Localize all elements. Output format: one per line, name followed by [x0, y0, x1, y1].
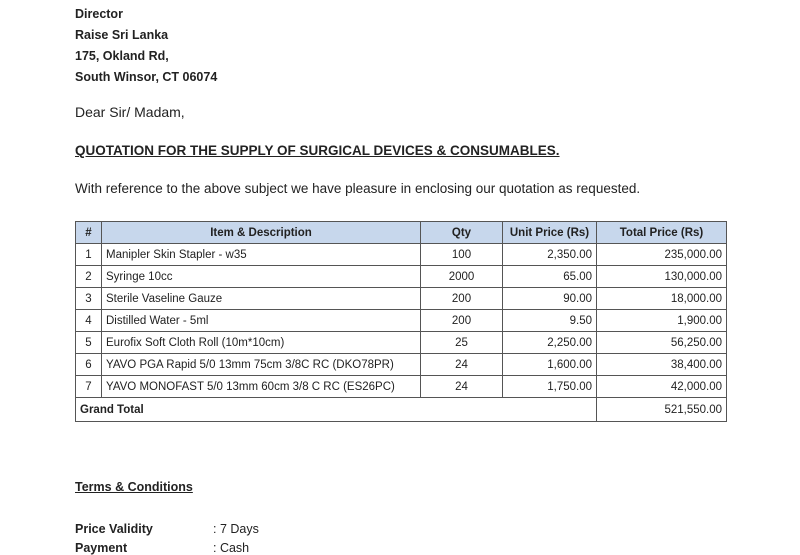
term-value: : Cash: [213, 541, 250, 555]
row-item: Manipler Skin Stapler - w35: [102, 244, 421, 266]
row-unit-price: 9.50: [503, 310, 597, 332]
recipient-address: [75, 4, 217, 88]
row-unit-price: 2,250.00: [503, 332, 597, 354]
recipient-city: South Winsor, CT 06074: [75, 70, 218, 84]
row-unit-price: 65.00: [503, 266, 597, 288]
term-value: : 7 Days: [213, 522, 259, 536]
row-item: YAVO PGA Rapid 5/0 13mm 75cm 3/8C RC (DKO78PR): [102, 354, 421, 376]
row-number: 4: [76, 310, 102, 332]
row-item: Syringe 10cc: [102, 266, 421, 288]
table-row: [76, 376, 727, 398]
row-qty: 200: [421, 288, 503, 310]
term-label: Payment: [75, 541, 128, 555]
row-unit-price: 2,350.00: [503, 244, 597, 266]
header-unit-price: Unit Price (Rs): [503, 222, 597, 244]
row-unit-price: 1,600.00: [503, 354, 597, 376]
terms-heading: Terms & Conditions: [75, 480, 193, 494]
grand-total-label: Grand Total: [76, 398, 597, 422]
header-item-description: Item & Description: [102, 222, 421, 244]
table-header-row: [76, 222, 727, 244]
row-number: 6: [76, 354, 102, 376]
header-qty: Qty: [421, 222, 503, 244]
row-qty: 24: [421, 354, 503, 376]
recipient-organization: Raise Sri Lanka: [75, 28, 169, 42]
term-payment: [75, 541, 249, 555]
row-qty: 2000: [421, 266, 503, 288]
row-item: Eurofix Soft Cloth Roll (10m*10cm): [102, 332, 421, 354]
table-row: [76, 332, 727, 354]
row-total-price: 235,000.00: [597, 244, 727, 266]
row-qty: 200: [421, 310, 503, 332]
subject-heading: QUOTATION FOR THE SUPPLY OF SURGICAL DEVICES & CONSUMABLES.: [75, 143, 560, 158]
row-total-price: 38,400.00: [597, 354, 727, 376]
row-qty: 24: [421, 376, 503, 398]
row-unit-price: 90.00: [503, 288, 597, 310]
row-total-price: 130,000.00: [597, 266, 727, 288]
table-row: [76, 310, 727, 332]
row-unit-price: 1,750.00: [503, 376, 597, 398]
row-item: YAVO MONOFAST 5/0 13mm 60cm 3/8 C RC (ES26PC): [102, 376, 421, 398]
table-row: [76, 354, 727, 376]
table-row: [76, 288, 727, 310]
row-total-price: 42,000.00: [597, 376, 727, 398]
row-total-price: 56,250.00: [597, 332, 727, 354]
table-row: [76, 266, 727, 288]
row-item: Distilled Water - 5ml: [102, 310, 421, 332]
quotation-table: [75, 221, 727, 422]
intro-paragraph: With reference to the above subject we have pleasure in enclosing our quotation as requested.: [75, 181, 641, 196]
term-label: Price Validity: [75, 522, 153, 536]
grand-total-value: 521,550.00: [597, 398, 727, 422]
table-row: [76, 244, 727, 266]
row-number: 7: [76, 376, 102, 398]
row-number: 1: [76, 244, 102, 266]
row-total-price: 18,000.00: [597, 288, 727, 310]
recipient-title: Director: [75, 7, 123, 21]
row-number: 3: [76, 288, 102, 310]
header-number: #: [76, 222, 102, 244]
term-price-validity: [75, 522, 259, 536]
recipient-street: 175, Okland Rd,: [75, 49, 169, 63]
grand-total-row: [76, 398, 727, 422]
row-number: 2: [76, 266, 102, 288]
row-number: 5: [76, 332, 102, 354]
row-item: Sterile Vaseline Gauze: [102, 288, 421, 310]
header-total-price: Total Price (Rs): [597, 222, 727, 244]
row-qty: 25: [421, 332, 503, 354]
row-qty: 100: [421, 244, 503, 266]
salutation: Dear Sir/ Madam,: [75, 104, 185, 120]
row-total-price: 1,900.00: [597, 310, 727, 332]
